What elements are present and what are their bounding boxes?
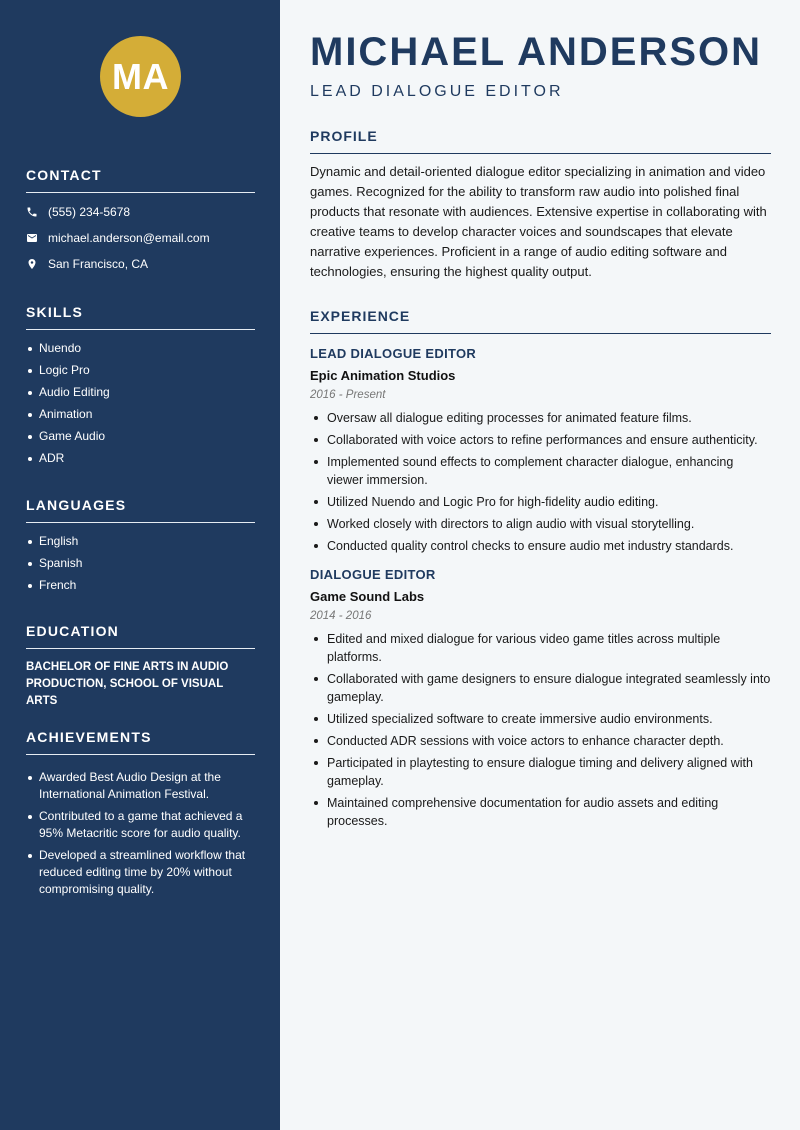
job-bullet: Maintained comprehensive documentation for audio assets and editing processes. <box>310 794 771 830</box>
job-bullet: Collaborated with voice actors to refine performances and ensure authenticity. <box>310 431 771 449</box>
contact-heading: CONTACT <box>26 167 255 193</box>
skill-item: Nuendo <box>26 340 255 357</box>
skills-list <box>26 340 255 467</box>
job-bullet: Collaborated with game designers to ensure dialogue integrated seamlessly into gameplay. <box>310 670 771 706</box>
skill-item: Logic Pro <box>26 362 255 379</box>
profile-section <box>310 128 771 282</box>
job-bullet: Oversaw all dialogue editing processes for animated feature films. <box>310 409 771 427</box>
main-content <box>280 0 800 1130</box>
job-bullet: Implemented sound effects to complement character dialogue, enhancing viewer immersion. <box>310 453 771 489</box>
achievement-item: Awarded Best Audio Design at the International Animation Festival. <box>26 769 255 803</box>
achievement-item: Developed a streamlined workflow that reduced editing time by 20% without compromising quality. <box>26 847 255 898</box>
language-item: Spanish <box>26 555 255 572</box>
job-dates: 2016 - Present <box>310 389 386 401</box>
job-dates: 2014 - 2016 <box>310 610 372 622</box>
contact-section <box>26 167 255 277</box>
location-text: San Francisco, CA <box>48 257 149 271</box>
job-company: Epic Animation Studios <box>310 368 456 383</box>
job-title: LEAD DIALOGUE EDITOR <box>310 346 477 361</box>
job-bullet: Utilized specialized software to create immersive audio environments. <box>310 710 771 728</box>
achievement-item: Contributed to a game that achieved a 95% Metacritic score for audio quality. <box>26 808 255 842</box>
candidate-title: LEAD DIALOGUE EDITOR <box>310 83 564 100</box>
email-text: michael.anderson@email.com <box>48 231 210 245</box>
candidate-name: MICHAEL ANDERSON <box>310 30 763 74</box>
email-icon <box>26 232 38 244</box>
education-degree: BACHELOR OF FINE ARTS IN AUDIO PRODUCTION, SCHOOL OF VISUAL ARTS <box>26 661 229 707</box>
languages-section <box>26 497 255 599</box>
job-entry <box>310 567 771 830</box>
sidebar <box>0 0 280 1130</box>
job-title: DIALOGUE EDITOR <box>310 567 436 582</box>
profile-heading: PROFILE <box>310 128 771 154</box>
avatar-initials: MA <box>112 55 169 97</box>
job-bullet: Conducted ADR sessions with voice actors to enhance character depth. <box>310 732 771 750</box>
languages-heading: LANGUAGES <box>26 497 255 523</box>
job-bullet: Edited and mixed dialogue for various video game titles across multiple platforms. <box>310 630 771 666</box>
achievements-heading: ACHIEVEMENTS <box>26 729 255 755</box>
skill-item: Animation <box>26 406 255 423</box>
job-entry <box>310 346 771 555</box>
job-company: Game Sound Labs <box>310 589 425 604</box>
education-heading: EDUCATION <box>26 623 255 649</box>
skill-item: Game Audio <box>26 428 255 445</box>
skills-section <box>26 304 255 472</box>
job-bullets <box>310 630 771 830</box>
experience-section <box>310 308 771 834</box>
education-section <box>26 623 255 710</box>
profile-text: Dynamic and detail-oriented dialogue editor specializing in animation and video games. Recognized for the ability to transform raw audio into polished final products that resonate with audiences. Extensive expertise in collaborating with creative teams to develop character voices and soundscapes that elevate narrative experiences. Proficient in a range of audio editing software and technologies, ensuring the highest quality output. <box>310 164 767 279</box>
skill-item: Audio Editing <box>26 384 255 401</box>
phone-icon <box>26 206 38 218</box>
avatar <box>100 36 181 117</box>
skill-item: ADR <box>26 450 255 467</box>
achievements-section <box>26 729 255 903</box>
languages-list <box>26 533 255 594</box>
job-bullet: Utilized Nuendo and Logic Pro for high-fidelity audio editing. <box>310 493 771 511</box>
experience-heading: EXPERIENCE <box>310 308 771 334</box>
phone-text: (555) 234-5678 <box>48 205 131 219</box>
achievements-list <box>26 769 255 898</box>
contact-location <box>26 251 255 277</box>
job-bullet: Worked closely with directors to align audio with visual storytelling. <box>310 515 771 533</box>
contact-email[interactable] <box>26 225 255 251</box>
job-bullets <box>310 409 771 555</box>
language-item: English <box>26 533 255 550</box>
language-item: French <box>26 577 255 594</box>
job-bullet: Conducted quality control checks to ensure audio met industry standards. <box>310 537 771 555</box>
skills-heading: SKILLS <box>26 304 255 330</box>
job-bullet: Participated in playtesting to ensure dialogue timing and delivery aligned with gameplay. <box>310 754 771 790</box>
location-pin-icon <box>26 258 38 270</box>
contact-phone[interactable] <box>26 199 255 225</box>
